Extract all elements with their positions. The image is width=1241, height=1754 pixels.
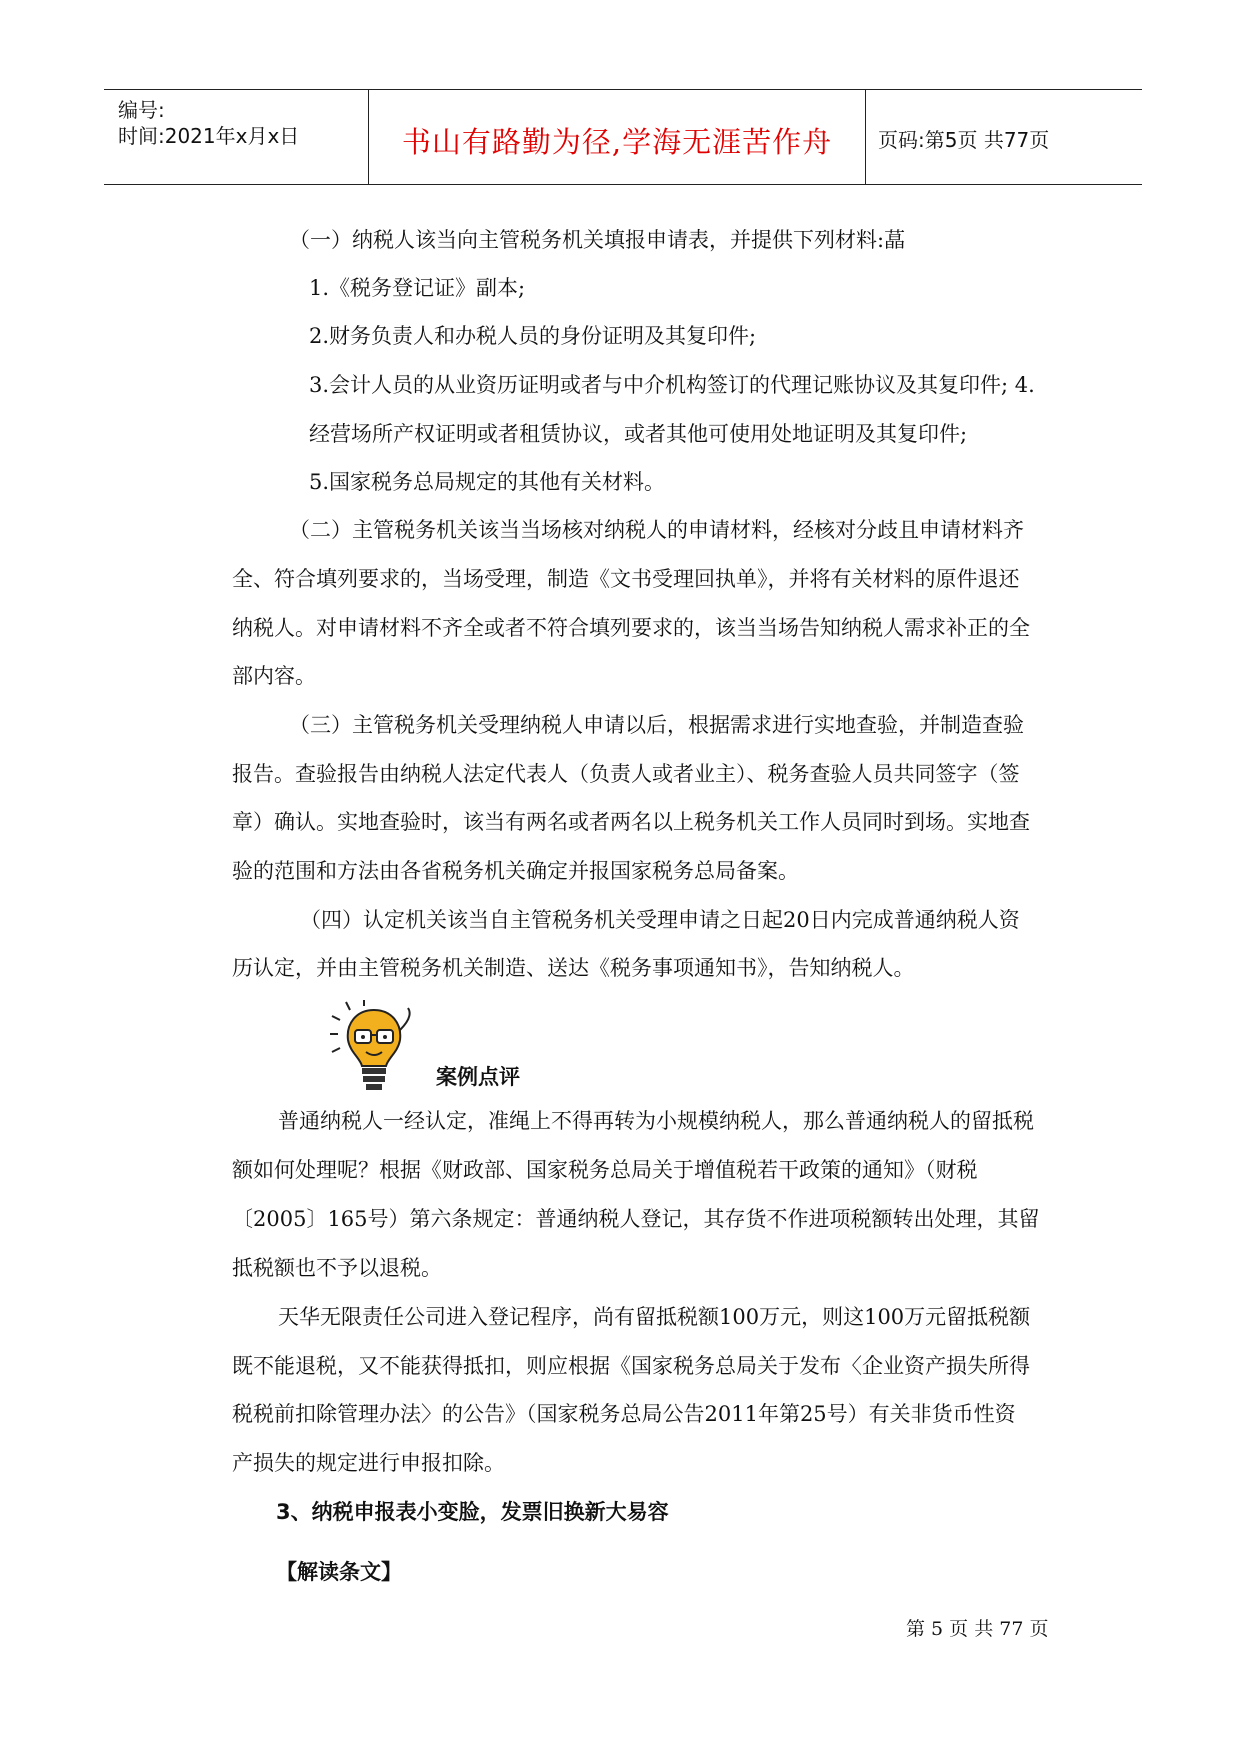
case-para-2-line: 天华无限责任公司进入登记程序，尚有留抵税额100万元，则这100万元留抵税额: [278, 1305, 1031, 1329]
section-3-line: 报告。查验报告由纳税人法定代表人（负责人或者业主）、税务查验人员共同签字（签: [232, 762, 1020, 786]
case-para-1-line: 抵税额也不予以退税。: [232, 1256, 442, 1280]
section-4-line: 历认定，并由主管税务机关制造、送达《税务事项通知书》，告知纳税人。: [232, 956, 915, 980]
header-center-cell: [369, 90, 866, 184]
list-item-3-line-1: 3.会计人员的从业资历证明或者与中介机构签订的代理记账协议及其复印件; 4.: [309, 373, 1035, 397]
section-2-line: 纳税人。对申请材料不齐全或者不符合填列要求的，该当当场告知纳税人需求补正的全: [232, 616, 1030, 640]
section-3-line: （三）主管税务机关受理纳税人申请以后，根据需求进行实地查验，并制造查验: [289, 713, 1024, 737]
header-time-label: 时间:2021年x月x日: [118, 124, 300, 148]
section-2-line: （二）主管税务机关该当当场核对纳税人的申请材料，经核对分歧且申请材料齐: [289, 518, 1024, 542]
section-2-line: 全、符合填列要求的，当场受理，制造《文书受理回执单》，并将有关材料的原件退还: [232, 567, 1020, 591]
list-item-3-line-2: 经营场所产权证明或者租赁协议，或者其他可使用处地证明及其复印件;: [309, 422, 968, 446]
section-4-line: （四）认定机关该当自主管税务机关受理申请之日起20日内完成普通纳税人资: [300, 908, 1020, 932]
heading-3: 3、纳税申报表小变脸，发票旧换新大易容: [276, 1500, 669, 1524]
case-para-1-line: 额如何处理呢？根据《财政部、国家税务总局关于增值税若干政策的通知》（财税: [232, 1158, 978, 1182]
section-1-intro: （一）纳税人该当向主管税务机关填报申请表，并提供下列材料:蕌: [289, 228, 906, 252]
section-3-line: 验的范围和方法由各省税务机关确定并报国家税务总局备案。: [232, 859, 799, 883]
lightbulb-with-glasses-icon: [330, 1000, 418, 1094]
section-3-line: 章）确认。实地查验时，该当有两名或者两名以上税务机关工作人员同时到场。实地查: [232, 810, 1030, 834]
case-para-2-line: 税税前扣除管理办法〉的公告》（国家税务总局公告2011年第25号）有关非货币性资: [232, 1402, 1016, 1426]
header-number-label: 编号:: [118, 98, 165, 122]
header-motto: 书山有路勤为径,学海无涯苦作舟: [401, 125, 833, 159]
list-item-2: 2.财务负责人和办税人员的身份证明及其复印件;: [309, 324, 757, 348]
case-para-1-line: 〔2005〕165号）第六条规定：普通纳税人登记，其存货不作进项税额转出处理，其留: [232, 1207, 1040, 1231]
heading-interpret: 【解读条文】: [276, 1560, 402, 1584]
page-footer: 第 5 页 共 77 页: [906, 1618, 1049, 1640]
header-page-label: 页码:第5页 共77页: [878, 128, 1050, 152]
list-item-5: 5.国家税务总局规定的其他有关材料。: [309, 470, 666, 494]
case-review-heading: 案例点评: [436, 1065, 520, 1089]
case-para-2-line: 既不能退税，又不能获得抵扣，则应根据《国家税务总局关于发布〈企业资产损失所得: [232, 1354, 1030, 1378]
case-para-1-line: 普通纳税人一经认定，准绳上不得再转为小规模纳税人，那么普通纳税人的留抵税: [278, 1109, 1034, 1133]
list-item-1: 1.《税务登记证》副本;: [309, 276, 526, 300]
section-2-line: 部内容。: [232, 664, 316, 688]
case-para-2-line: 产损失的规定进行申报扣除。: [232, 1451, 505, 1475]
header-right-cell: [866, 90, 1142, 184]
page-header: [104, 89, 1142, 185]
header-left-cell: [104, 90, 369, 184]
